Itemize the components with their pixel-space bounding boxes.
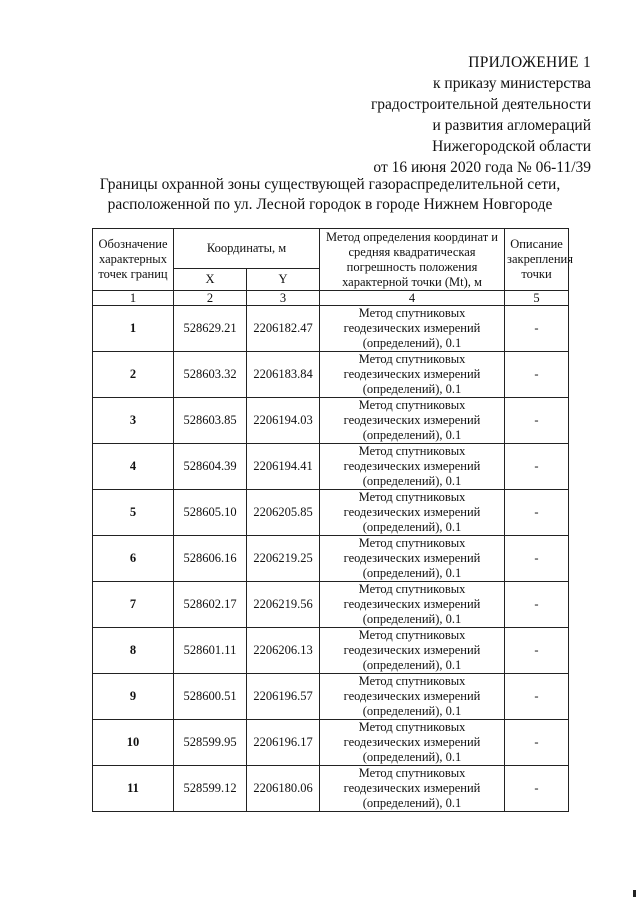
cell-description: - [505,444,569,490]
annex-order-reference: от 16 июня 2020 года № 06-11/39 [373,159,591,176]
header-description: Описание закрепления точки [505,229,569,291]
cell-coordinate-y: 2206180.06 [247,766,320,812]
column-number: 4 [320,291,505,306]
table-row [93,490,569,536]
header-coordinates: Координаты, м [174,229,320,269]
cell-point-number: 8 [93,628,174,674]
cell-method: Метод спутниковых геодезических измерений (определений), 0.1 [320,490,505,536]
table-row [93,352,569,398]
cell-point-number: 1 [93,306,174,352]
cell-coordinate-x: 528600.51 [174,674,247,720]
document-title-line-1: Границы охранной зоны существующей газораспределительной сети, [99,176,561,193]
cell-description: - [505,628,569,674]
column-number: 3 [247,291,320,306]
cell-coordinate-y: 2206194.41 [247,444,320,490]
cell-point-number: 2 [93,352,174,398]
cell-coordinate-x: 528602.17 [174,582,247,628]
cell-point-number: 6 [93,536,174,582]
column-number: 1 [93,291,174,306]
cell-method: Метод спутниковых геодезических измерений (определений), 0.1 [320,306,505,352]
cell-point-number: 4 [93,444,174,490]
cell-description: - [505,582,569,628]
column-numbers-row [93,291,569,306]
cell-coordinate-y: 2206205.85 [247,490,320,536]
cell-coordinate-x: 528606.16 [174,536,247,582]
cell-method: Метод спутниковых геодезических измерений (определений), 0.1 [320,582,505,628]
table-row [93,306,569,352]
cell-coordinate-y: 2206182.47 [247,306,320,352]
cell-coordinate-y: 2206219.56 [247,582,320,628]
table-row [93,628,569,674]
cell-coordinate-y: 2206194.03 [247,398,320,444]
cell-method: Метод спутниковых геодезических измерений (определений), 0.1 [320,674,505,720]
cell-description: - [505,674,569,720]
header-method: Метод определения координат и средняя квадратическая погрешность положения характерной точки (Mt), м [320,229,505,291]
cell-point-number: 5 [93,490,174,536]
cell-point-number: 9 [93,674,174,720]
cell-coordinate-x: 528603.85 [174,398,247,444]
cell-coordinate-x: 528603.32 [174,352,247,398]
cell-method: Метод спутниковых геодезических измерений (определений), 0.1 [320,352,505,398]
cell-coordinate-y: 2206206.13 [247,628,320,674]
cell-coordinate-y: 2206196.57 [247,674,320,720]
boundary-points-table [92,228,573,812]
cell-description: - [505,720,569,766]
annex-line-5: Нижегородской области [432,138,591,155]
annex-title: ПРИЛОЖЕНИЕ 1 [468,54,591,71]
header-y: Y [247,269,320,291]
column-number: 2 [174,291,247,306]
cell-method: Метод спутниковых геодезических измерений (определений), 0.1 [320,398,505,444]
cell-method: Метод спутниковых геодезических измерений (определений), 0.1 [320,444,505,490]
cell-coordinate-y: 2206183.84 [247,352,320,398]
cell-description: - [505,398,569,444]
cell-point-number: 3 [93,398,174,444]
column-number: 5 [505,291,569,306]
cell-coordinate-y: 2206196.17 [247,720,320,766]
cell-coordinate-y: 2206219.25 [247,536,320,582]
cell-coordinate-x: 528629.21 [174,306,247,352]
table-row [93,674,569,720]
scan-mark [633,890,636,897]
cell-description: - [505,766,569,812]
cell-method: Метод спутниковых геодезических измерений (определений), 0.1 [320,628,505,674]
cell-point-number: 10 [93,720,174,766]
header-x: X [174,269,247,291]
cell-description: - [505,490,569,536]
table-row [93,536,569,582]
cell-description: - [505,536,569,582]
cell-method: Метод спутниковых геодезических измерений (определений), 0.1 [320,536,505,582]
cell-point-number: 7 [93,582,174,628]
header-point-designation: Обозначение характерных точек границ [93,229,174,291]
cell-coordinate-x: 528604.39 [174,444,247,490]
document-title-line-2: расположенной по ул. Лесной городок в городе Нижнем Новгороде [107,196,553,213]
cell-method: Метод спутниковых геодезических измерений (определений), 0.1 [320,720,505,766]
cell-point-number: 11 [93,766,174,812]
table-header-row [93,229,569,269]
cell-coordinate-x: 528599.95 [174,720,247,766]
table-row [93,720,569,766]
cell-coordinate-x: 528601.11 [174,628,247,674]
annex-heading [371,52,591,178]
table-row [93,444,569,490]
cell-coordinate-x: 528599.12 [174,766,247,812]
cell-description: - [505,352,569,398]
table-row [93,582,569,628]
cell-description: - [505,306,569,352]
document-title [92,175,568,215]
annex-line-4: и развития агломераций [432,117,591,134]
table-row [93,766,569,812]
cell-method: Метод спутниковых геодезических измерений (определений), 0.1 [320,766,505,812]
annex-line-3: градостроительной деятельности [370,96,591,113]
table-row [93,398,569,444]
annex-line-2: к приказу министерства [433,75,591,92]
cell-coordinate-x: 528605.10 [174,490,247,536]
